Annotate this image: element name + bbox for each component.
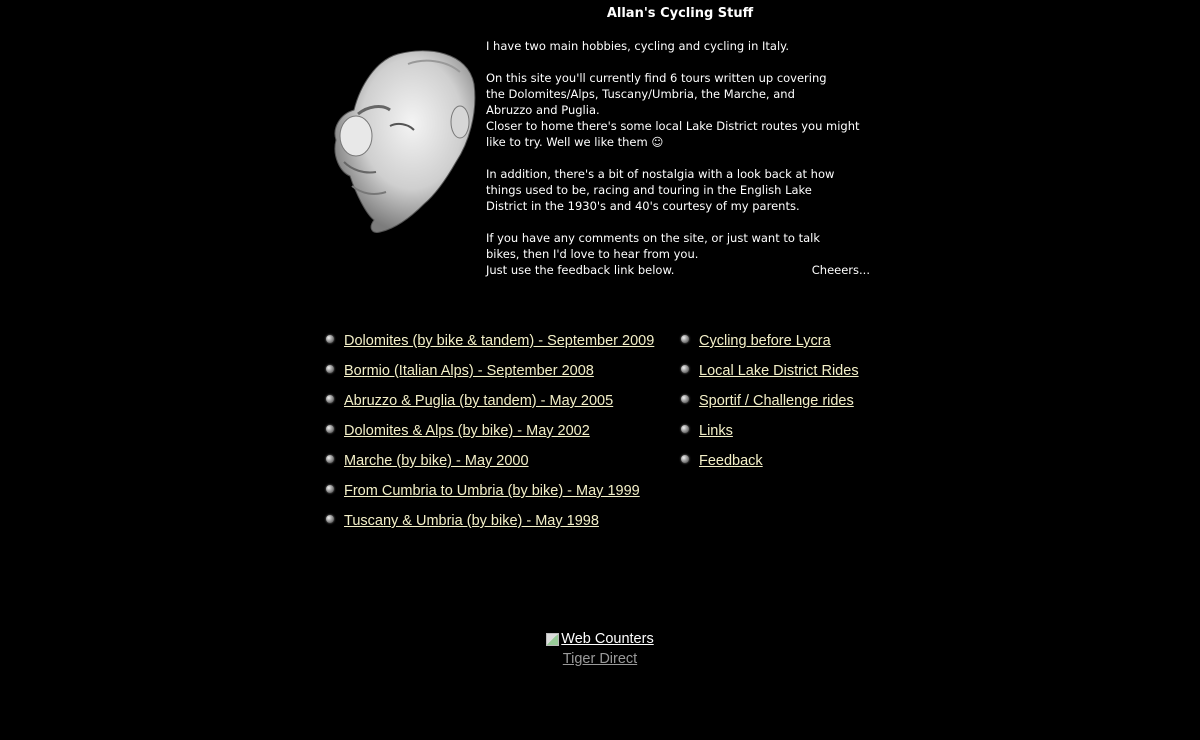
list-item (324, 483, 654, 513)
tour-link[interactable]: Dolomites (by bike & tandem) - September 2009 (344, 333, 655, 349)
intro-paragraph: I have two main hobbies, cycling and cycling in Italy. (486, 39, 789, 53)
bullet-icon (679, 333, 699, 351)
links-link[interactable]: Links (699, 423, 733, 439)
tour-link[interactable]: Marche (by bike) - May 2000 (344, 453, 529, 469)
broken-image-icon (546, 633, 559, 646)
other-links-list (679, 333, 859, 483)
tour-link[interactable]: Dolomites & Alps (by bike) - May 2002 (344, 423, 590, 439)
list-item (679, 333, 859, 363)
footer (500, 631, 700, 667)
list-item (679, 423, 859, 453)
bullet-icon (324, 393, 344, 411)
tiger-direct-link[interactable]: Tiger Direct (562, 650, 638, 667)
bullet-icon (679, 393, 699, 411)
intro-text (486, 38, 876, 278)
sportif-rides-link[interactable]: Sportif / Challenge rides (699, 393, 854, 409)
bullet-icon (679, 423, 699, 441)
intro-paragraph: On this site you'll currently find 6 tours written up covering the Dolomites/Alps, Tuscany/Umbria, the Marche, and Abruzzo and Puglia. Closer to home there's some local Lake District routes you might like to try. Well we like them ☺ (486, 71, 860, 149)
caricature-portrait (328, 44, 478, 236)
intro-paragraph: In addition, there's a bit of nostalgia with a look back at how things used to be, racing and touring in the English Lake District in the 1930's and 40's courtesy of my parents. (486, 167, 835, 213)
list-item (679, 393, 859, 423)
bullet-icon (324, 513, 344, 531)
tour-link[interactable]: From Cumbria to Umbria (by bike) - May 1999 (344, 483, 640, 499)
list-item (324, 393, 654, 423)
bullet-icon (324, 333, 344, 351)
cycling-before-lycra-link[interactable]: Cycling before Lycra (699, 333, 831, 349)
bullet-icon (324, 483, 344, 501)
tour-link[interactable]: Abruzzo & Puglia (by tandem) - May 2005 (344, 393, 614, 409)
web-counter-link[interactable] (546, 631, 653, 647)
page-title: Allan's Cycling Stuff (606, 6, 754, 21)
list-item (324, 333, 654, 363)
lake-district-rides-link[interactable]: Local Lake District Rides (699, 363, 859, 379)
feedback-link[interactable]: Feedback (699, 453, 763, 469)
list-item (324, 453, 654, 483)
list-item (679, 363, 859, 393)
signoff-text: Cheeers... (811, 263, 870, 277)
list-item (679, 453, 859, 483)
list-item (324, 423, 654, 453)
bullet-icon (324, 423, 344, 441)
bullet-icon (679, 453, 699, 471)
bullet-icon (679, 363, 699, 381)
web-counter-alt-text: Web Counters (561, 631, 654, 647)
bullet-icon (324, 363, 344, 381)
intro-paragraph (486, 230, 876, 278)
bullet-icon (324, 453, 344, 471)
list-item (324, 513, 654, 543)
list-item (324, 363, 654, 393)
intro-paragraph-text: If you have any comments on the site, or just want to talk bikes, then I'd love to hear from you. Just use the feedback link below. (486, 231, 820, 277)
tour-links-list (324, 333, 654, 543)
tour-link[interactable]: Tuscany & Umbria (by bike) - May 1998 (344, 513, 599, 529)
tour-link[interactable]: Bormio (Italian Alps) - September 2008 (344, 363, 594, 379)
